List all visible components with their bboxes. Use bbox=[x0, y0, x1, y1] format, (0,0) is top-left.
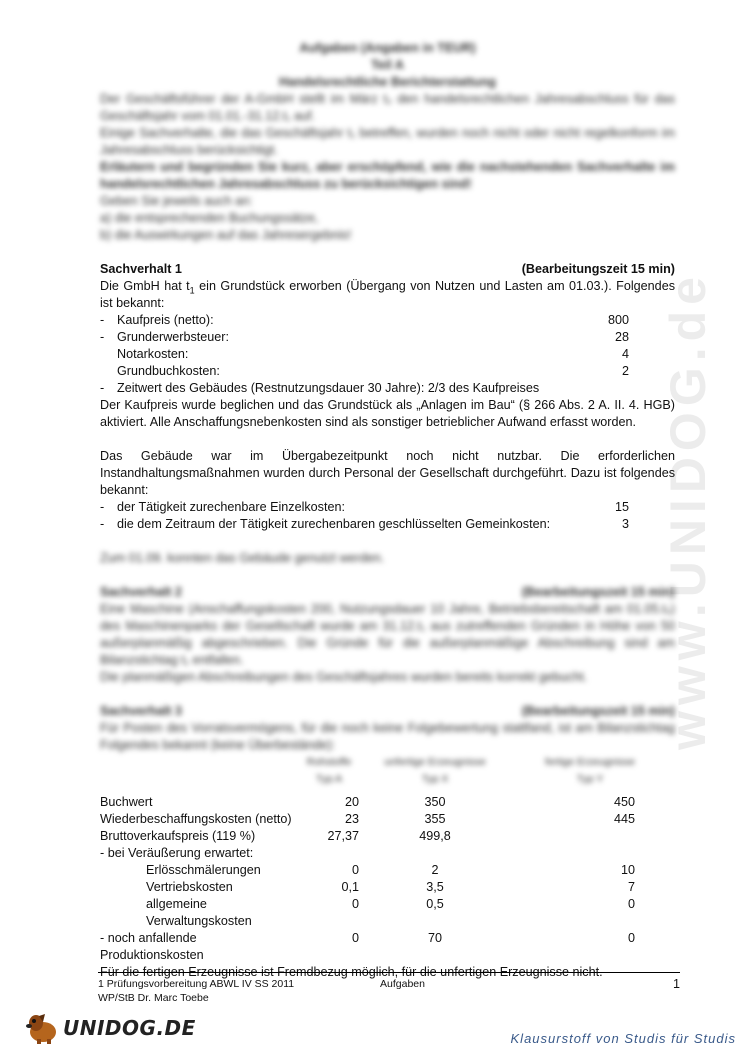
s2-title: Sachverhalt 2 bbox=[100, 585, 182, 599]
table-row: Buchwert 20 350 450 bbox=[100, 795, 635, 809]
s3-closing: Für die fertigen Erzeugnisse ist Fremdbezug möglich, für die unfertigen Erzeugnisse nicht. bbox=[100, 965, 603, 979]
watermark: www.UNIDOG.de bbox=[660, 271, 716, 750]
table-row: Bruttoverkaufspreis (119 %) 27,37 499,8 bbox=[100, 829, 451, 843]
dog-icon bbox=[25, 1012, 61, 1044]
s1-paragraph: Der Kaufpreis wurde beglichen und das Grundstück als „Anlagen im Bau“ (§ 266 Abs. 2 A. II. 4. HGB) aktiviert. Alle Anschaffungsnebenkosten sind als sonstiger betrieblicher Aufwand erfasst worden. bbox=[100, 398, 675, 429]
s2-text: Die planmäßigen Abschreibungen des Geschäftsjahres wurden bereits korrekt gebucht. bbox=[100, 670, 588, 684]
doc-part: Teil A bbox=[371, 58, 404, 72]
intro-paragraph: Geben Sie jeweils auch an: bbox=[100, 194, 253, 208]
intro-paragraph: Einige Sachverhalte, die das Geschäftsjahr t₁ betreffen, wurden noch nicht oder nicht regelkonform im Jahresabschluss berücksichtigt. bbox=[100, 126, 675, 157]
s2-text: Eine Maschine (Anschaffungskosten 200, Nutzungsdauer 10 Jahre, Betriebsbereitschaft am 01.05.t₀) des Maschinenparks der Gesellschaft wurde am 31.12.t₁ aus zutreffenden Gründen in Höhe von 50 außerplanmäßig abgeschrieben. Die Gründe für die außerplanmäßige Abschreibung sind am Bilanzstichtag t₁ entfallen. bbox=[100, 602, 675, 667]
table-row: Erlösschmälerungen 0 2 10 bbox=[146, 863, 635, 877]
table-row: Wiederbeschaffungskosten (netto) 23 355 445 bbox=[100, 812, 635, 826]
s1-time: (Bearbeitungszeit 15 min) bbox=[521, 262, 675, 276]
s3-title: Sachverhalt 3 bbox=[100, 704, 182, 718]
footer-course: 1 Prüfungsvorbereitung ABWL IV SS 2011 bbox=[98, 978, 295, 990]
table-row: - noch anfallende Produktionskosten 0 70 0 bbox=[100, 931, 635, 962]
s1-list-item: Notarkosten: 4 bbox=[117, 347, 629, 361]
page-number: 1 bbox=[672, 977, 680, 991]
s1-closing: Zum 01.09. konnten das Gebäude genutzt werden. bbox=[100, 551, 385, 565]
s1-title: Sachverhalt 1 bbox=[100, 262, 182, 276]
table-row: allgemeine Verwaltungskosten 0 0,5 0 bbox=[146, 897, 635, 928]
s2-time: (Bearbeitungszeit 15 min) bbox=[521, 585, 675, 599]
intro-task: Erläutern und begründen Sie kurz, aber erschöpfend, wie die nachstehenden Sachverhalte im handelsrechtlichen Jahresabschluss zu berücksichtigen sind! bbox=[100, 160, 675, 191]
intro-paragraph: Der Geschäftsführer der A-GmbH stellt im März t₂ den handelsrechtlichen Jahresabschluss für das Geschäftsjahr vom 01.01.-31.12.t₁ auf. bbox=[100, 92, 675, 123]
s2-section bbox=[100, 584, 675, 686]
blurred-header bbox=[100, 40, 675, 244]
logo-wordmark: UNIDOG.DE bbox=[63, 1015, 196, 1040]
s1-heading bbox=[100, 261, 675, 278]
doc-heading: Aufgaben (Angaben in TEUR) bbox=[299, 41, 476, 55]
intro-item: a) die entsprechenden Buchungssätze, bbox=[100, 211, 319, 225]
table-row: Vertriebskosten 0,1 3,5 7 bbox=[146, 880, 635, 894]
s1-list-item: - Kaufpreis (netto): 800 bbox=[100, 313, 629, 327]
s3-time: (Bearbeitungszeit 15 min) bbox=[521, 704, 675, 718]
s3-table-header: Rohstoffe Typ A unfertige Erzeugnisse Typ X fertige Erzeugnisse Typ Y bbox=[306, 756, 635, 785]
s1-intro: Die GmbH hat $t_1$ ein Grundstück erworben (Übergang von Nutzen und Lasten am 01.03.). Folgendes ist bekannt: bbox=[100, 279, 675, 310]
s1-zeitwert: - Zeitwert des Gebäudes (Restnutzungsdauer 30 Jahre): 2/3 des Kaufpreises bbox=[100, 381, 540, 395]
footer-author: WP/StB Dr. Marc Toebe bbox=[98, 992, 209, 1004]
s1-cost-item: - der Tätigkeit zurechenbare Einzelkosten: 15 bbox=[100, 500, 629, 514]
tagline: Klausurstoff von Studis für Studis bbox=[510, 1031, 736, 1046]
intro-item: b) die Auswirkungen auf das Jahresergebnis! bbox=[100, 228, 352, 242]
page-footer bbox=[98, 972, 680, 1005]
s1-cost-item: - die dem Zeitraum der Tätigkeit zurechenbaren geschlüsselten Gemeinkosten: 3 bbox=[100, 517, 629, 531]
table-row: - bei Veräußerung erwartet: bbox=[100, 846, 254, 860]
footer-section: Aufgaben bbox=[380, 978, 425, 990]
doc-section-title: Handelsrechtliche Berichterstattung bbox=[279, 75, 496, 89]
s3-intro: Für Posten des Vorratsvermögens, für die noch keine Folgebewertung stattfand, ist am Bilanzstichtag Folgendes bekannt (keine Überbestände): bbox=[100, 721, 675, 752]
s1-paragraph: Das Gebäude war im Übergabezeitpunkt noch nicht nutzbar. Die erforderlichen Instandhaltungsmaßnahmen wurden durch Personal der Gesellschaft durchgeführt. Dazu ist folgendes bekannt: bbox=[100, 449, 675, 497]
unidog-logo[interactable] bbox=[25, 1012, 196, 1044]
s3-table bbox=[100, 754, 675, 964]
document-page bbox=[100, 40, 675, 981]
s3-heading bbox=[100, 703, 675, 754]
s1-list-item: Grundbuchkosten: 2 bbox=[117, 364, 629, 378]
s1-list-item: - Grunderwerbsteuer: 28 bbox=[100, 330, 629, 344]
